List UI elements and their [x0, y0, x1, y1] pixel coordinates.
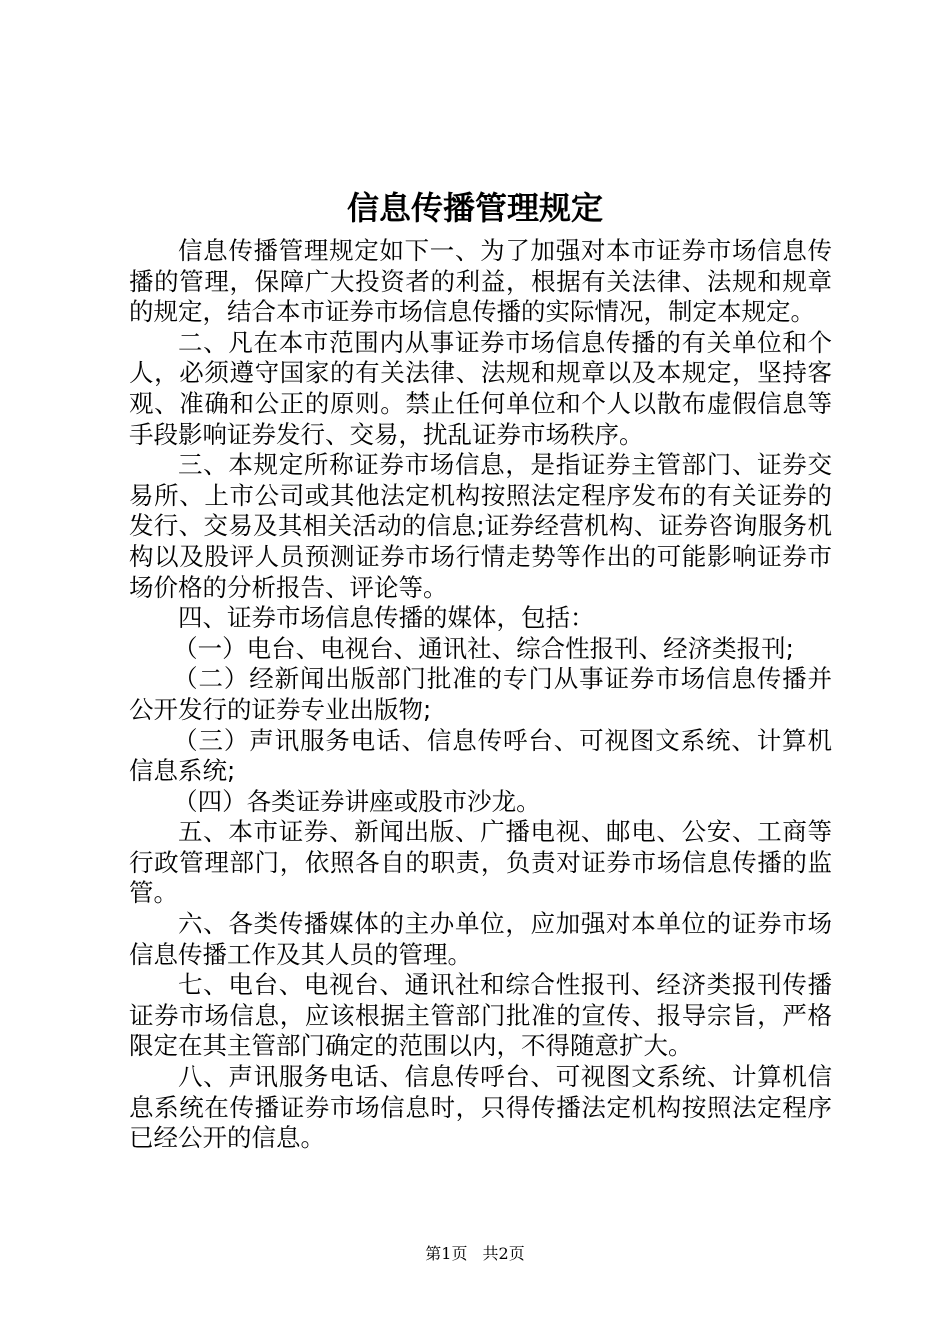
- document-title: 信息传播管理规定: [346, 189, 603, 227]
- page-total: 共2页: [482, 1244, 525, 1263]
- list-item-media-1: （一）电台、电视台、通讯社、综合性报刊、经济类报刊;: [173, 633, 794, 663]
- paragraph-article-5: 五、本市证券、新闻出版、广播电视、邮电、公安、工商等行政管理部门，依照各自的职责，负责对证券市场信息传播的监管。: [129, 817, 832, 908]
- list-item-media-3: （三）声讯服务电话、信息传呼台、可视图文系统、计算机信息系统;: [129, 725, 832, 786]
- page-footer: [0, 1243, 950, 1265]
- paragraph-article-2: [129, 328, 832, 450]
- page-number: 第1页: [425, 1244, 468, 1263]
- list-item-media-4: （四）各类证券讲座或股市沙龙。: [173, 786, 541, 816]
- paragraph-article-7: 七、电台、电视台、通讯社和综合性报刊、经济类报刊传播证券市场信息，应该根据主管部门批准的宣传、报导宗旨，严格限定在其主管部门确定的范围以内，不得随意扩大。: [129, 970, 832, 1061]
- paragraph-article-3: 三、本规定所称证券市场信息，是指证券主管部门、证券交易所、上市公司或其他法定机构按照法定程序发布的有关证券的发行、交易及其相关活动的信息;证券经营机构、证券咨询服务机构以及股评人员预测证券市场行情走势等作出的可能影响证券市场价格的分析报告、评论等。: [129, 450, 832, 602]
- document-body: [129, 236, 832, 1154]
- list-item-media-2: （二）经新闻出版部门批准的专门从事证券市场信息传播并公开发行的证券专业出版物;: [129, 664, 832, 724]
- article-2-prohibition-text: 禁止任何单位和个人以散布虚假信息等手段影响证券发行、交易，扰乱证券市场秩序。: [129, 388, 833, 449]
- article-2-text: 二、凡在本市范围内从事证券市场信息传播的有关单位和个人，必须遵守国家的有关法律、法规和规章以及本规定，坚持客观、准确和公正的原则。: [129, 327, 832, 418]
- paragraph-article-8: 八、声讯服务电话、信息传呼台、可视图文系统、计算机信息系统在传播证券市场信息时，只得传播法定机构按照法定程序已经公开的信息。: [129, 1062, 832, 1153]
- paragraph-intro: 信息传播管理规定如下一、为了加强对本市证券市场信息传播的管理，保障广大投资者的利益，根据有关法律、法规和规章的规定，结合本市证券市场信息传播的实际情况，制定本规定。: [129, 236, 832, 327]
- paragraph-article-6: 六、各类传播媒体的主办单位，应加强对本单位的证券市场信息传播工作及其人员的管理。: [129, 909, 832, 969]
- paragraph-article-4: 四、证券市场信息传播的媒体，包括：: [178, 603, 595, 633]
